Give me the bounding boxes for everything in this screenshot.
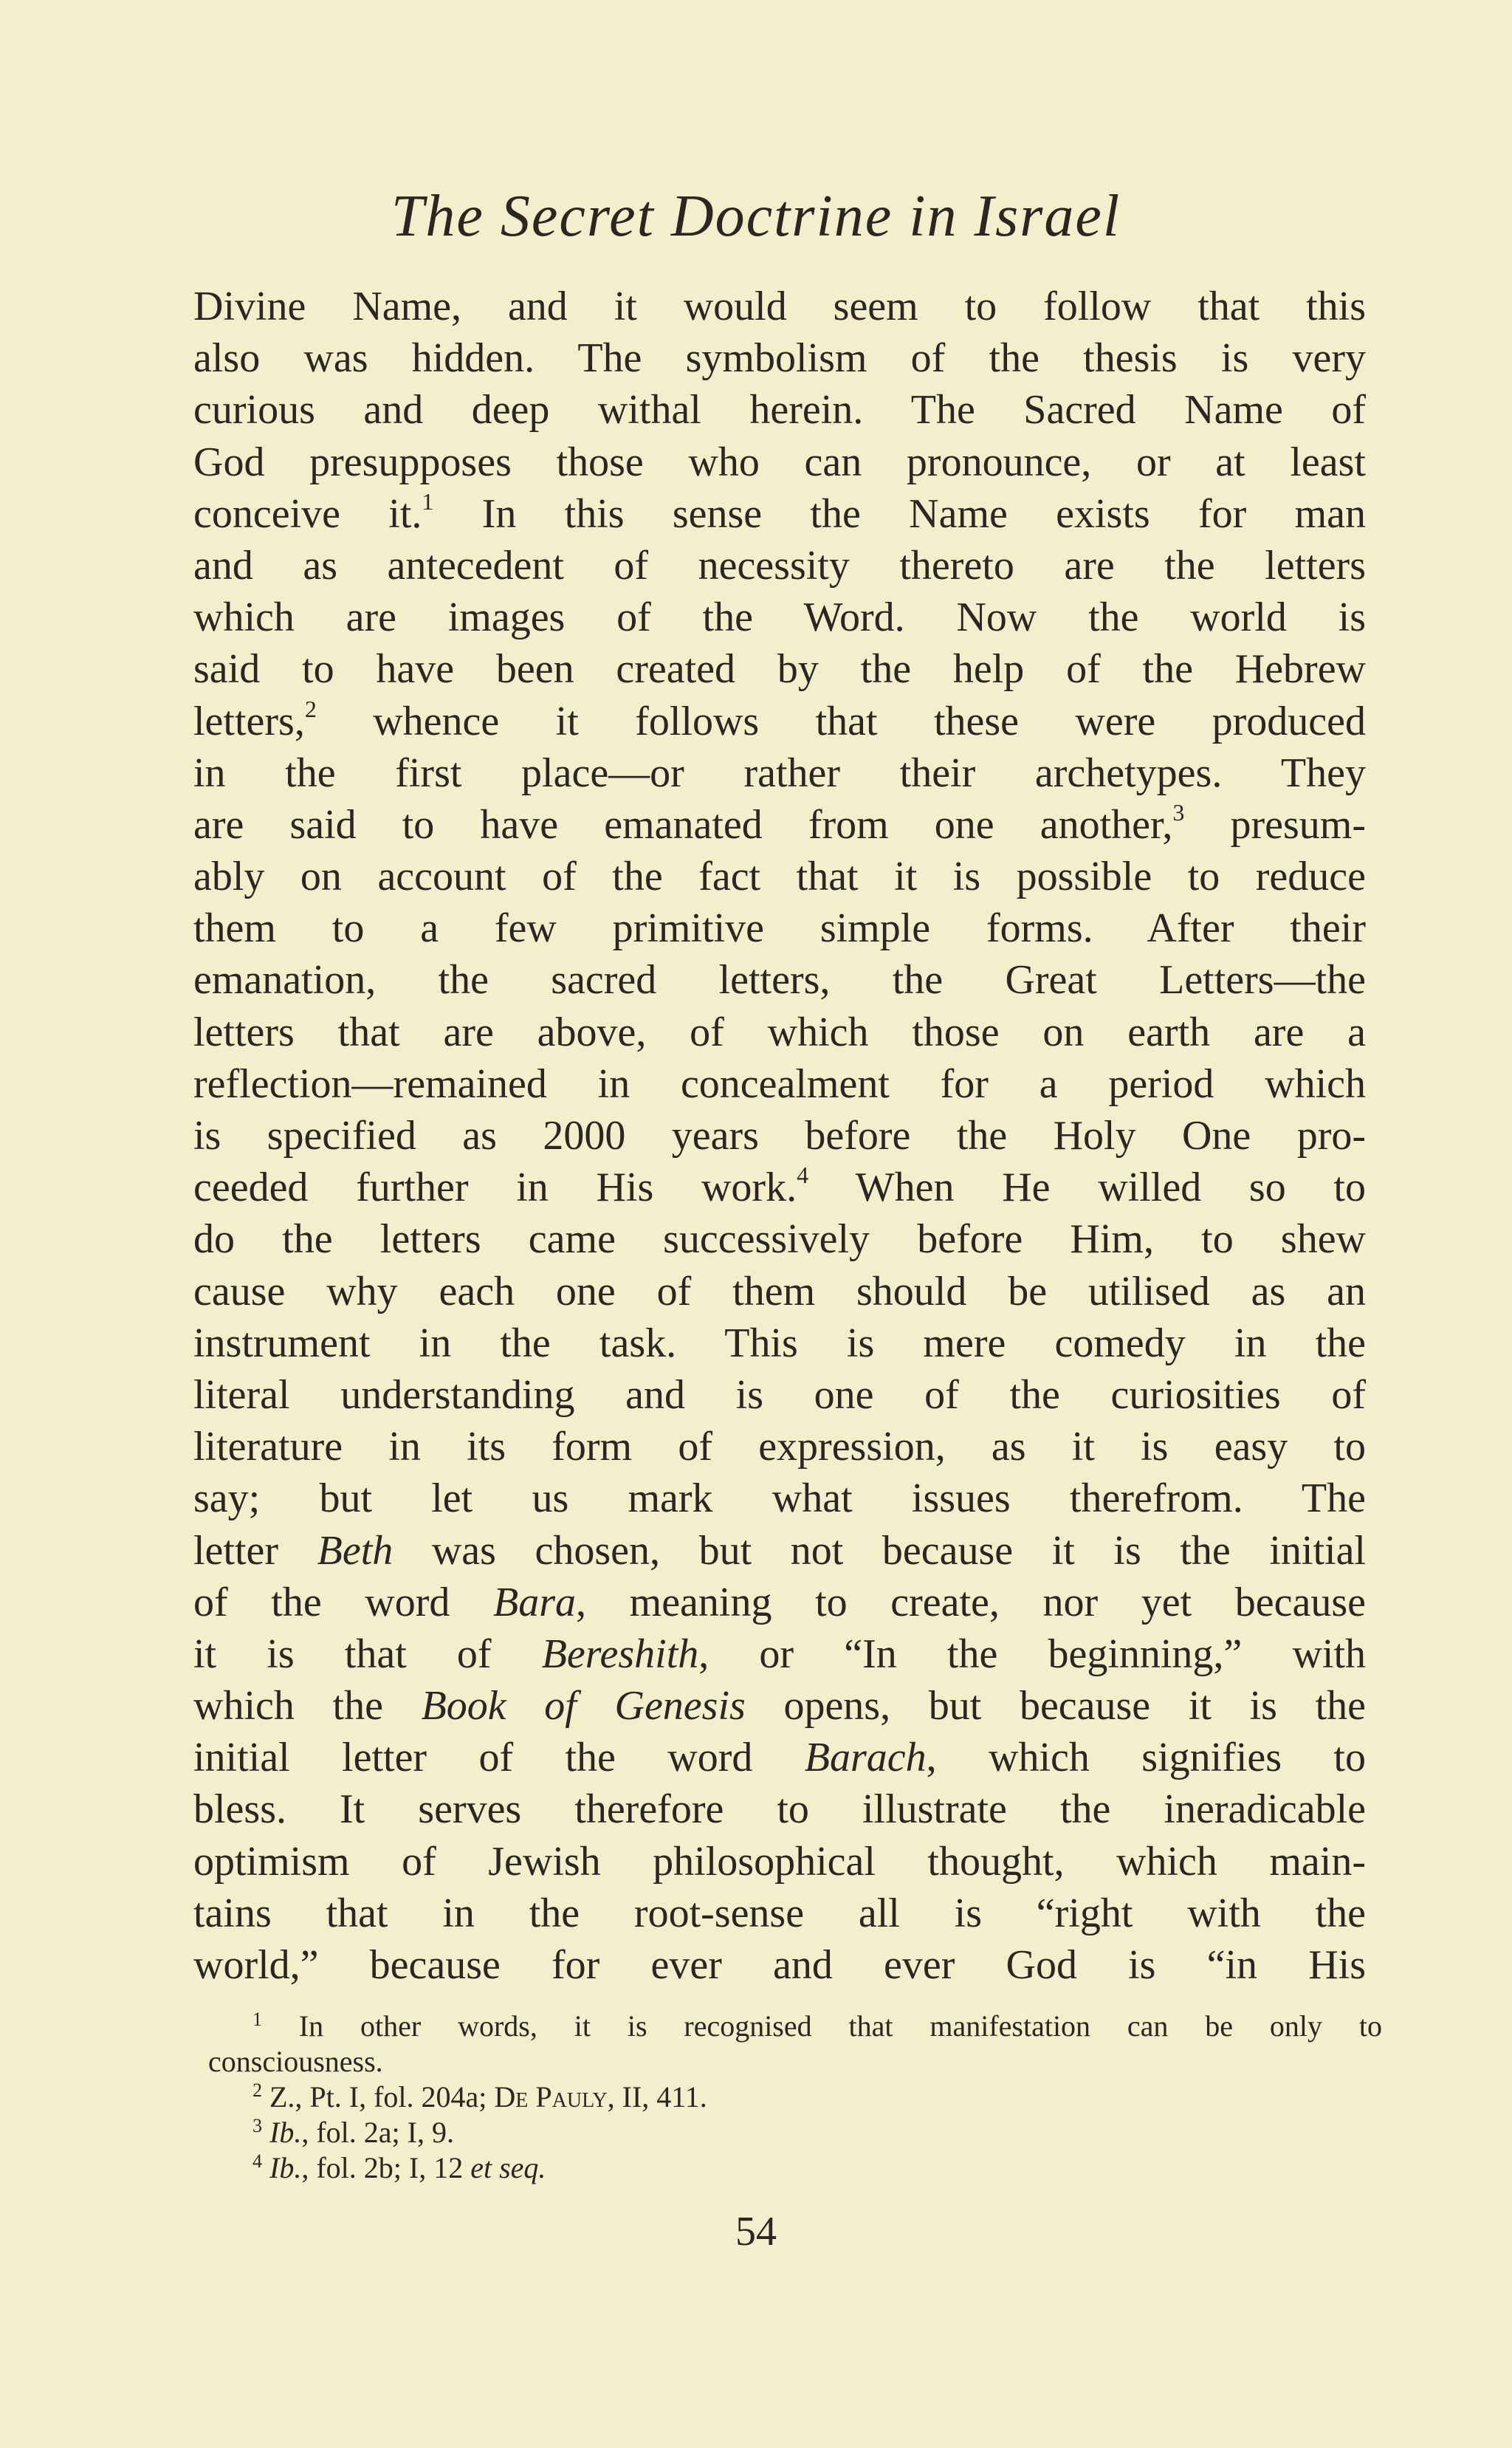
footnote-line bbox=[208, 2080, 1382, 2115]
text-line bbox=[193, 1836, 1366, 1888]
text-line bbox=[193, 1732, 1366, 1783]
text-run: ably on account of the fact that it is possible to reduce bbox=[193, 854, 1366, 900]
text-run: which are images of the Word. Now the world is bbox=[193, 594, 1366, 641]
text-run: them to a few primitive simple forms. After their bbox=[193, 905, 1366, 952]
text-line bbox=[193, 954, 1366, 1006]
text-run: literature in its form of expression, as it is easy to bbox=[193, 1424, 1366, 1470]
text-run: emanation, the sacred letters, the Great Letters—the bbox=[193, 957, 1366, 1004]
italic-text: Bara bbox=[493, 1579, 577, 1625]
text-run: are said to have emanated from one another, bbox=[193, 801, 1173, 848]
text-line bbox=[193, 592, 1366, 643]
text-run: , fol. 2b; I, 12 bbox=[301, 2151, 471, 2184]
text-line bbox=[193, 1369, 1366, 1421]
text-line bbox=[193, 332, 1366, 384]
text-line bbox=[193, 1783, 1366, 1835]
text-line bbox=[193, 799, 1366, 851]
footnote-line bbox=[208, 2009, 1382, 2044]
text-line bbox=[193, 488, 1366, 540]
text-run: of the word bbox=[193, 1579, 494, 1625]
footnote-ref: 2 bbox=[304, 695, 317, 722]
text-run: When He willed so to bbox=[808, 1165, 1366, 1211]
body-text bbox=[193, 281, 1366, 1991]
text-line bbox=[193, 1007, 1366, 1058]
text-run: which the bbox=[193, 1683, 422, 1729]
text-run: , II, 411. bbox=[607, 2080, 707, 2113]
text-run: also was hidden. The symbolism of the thesis is very bbox=[193, 335, 1366, 382]
text-run: , meaning to create, nor yet because bbox=[576, 1579, 1367, 1625]
running-title: The Secret Doctrine in Israel bbox=[391, 184, 1121, 249]
text-line bbox=[193, 1266, 1366, 1317]
text-run: literal understanding and is one of the curiosities of bbox=[193, 1371, 1366, 1418]
text-line bbox=[193, 1421, 1366, 1472]
italic-text: Ib. bbox=[269, 2116, 302, 2149]
text-run: God presupposes those who can pronounce, or at least bbox=[193, 439, 1366, 485]
text-run: Divine Name, and it would seem to follow that this bbox=[193, 284, 1366, 329]
footnote-ref: 4 bbox=[797, 1162, 809, 1189]
text-run: do the letters came successively before Him, to shew bbox=[193, 1216, 1366, 1263]
text-run: In other words, it is recognised that manifestation can be only to bbox=[262, 2009, 1382, 2043]
text-run bbox=[262, 2116, 269, 2149]
text-line bbox=[193, 1628, 1366, 1680]
text-line bbox=[193, 747, 1366, 799]
page-number: 54 bbox=[735, 2209, 777, 2255]
text-line bbox=[193, 1680, 1366, 1732]
text-run: say; but let us mark what issues therefrom. The bbox=[193, 1475, 1366, 1522]
footnote-line bbox=[208, 2115, 1382, 2150]
text-line bbox=[193, 902, 1366, 954]
text-run: initial letter of the word bbox=[193, 1735, 805, 1781]
text-run: , fol. 2a; I, 9. bbox=[301, 2116, 454, 2149]
text-line bbox=[193, 1939, 1366, 1991]
text-line bbox=[193, 540, 1366, 592]
text-run: said to have been created by the help of the Hebrew bbox=[193, 646, 1366, 693]
text-line bbox=[193, 1888, 1366, 1939]
text-run: bless. It serves therefore to illustrate the ineradicable bbox=[193, 1786, 1366, 1833]
text-run: presum- bbox=[1184, 801, 1366, 848]
italic-text: Bereshith bbox=[541, 1631, 699, 1677]
italic-text: Beth bbox=[317, 1527, 394, 1574]
text-run: conceive it. bbox=[193, 490, 422, 537]
footnote-ref: 3 bbox=[1172, 798, 1185, 826]
footnote-ref: 2 bbox=[252, 2080, 262, 2101]
text-run: reflection—remained in concealment for a period which bbox=[193, 1060, 1366, 1107]
italic-text: Barach bbox=[804, 1735, 927, 1781]
text-line bbox=[193, 436, 1366, 488]
footnotes bbox=[208, 2009, 1382, 2186]
footnote-ref: 1 bbox=[252, 2009, 262, 2030]
text-run: world,” because for ever and ever God is “in His bbox=[193, 1942, 1366, 1988]
text-line bbox=[193, 1472, 1366, 1524]
text-run: , which signifies to bbox=[926, 1735, 1366, 1781]
text-run: letters that are above, of which those on earth are a bbox=[193, 1009, 1366, 1055]
text-line bbox=[193, 851, 1366, 902]
text-run: whence it follows that these were produced bbox=[316, 698, 1366, 744]
text-run: letter bbox=[193, 1527, 317, 1574]
text-line bbox=[193, 1317, 1366, 1369]
text-line bbox=[193, 1162, 1366, 1213]
text-run: was chosen, but not because it is the initial bbox=[393, 1527, 1366, 1574]
text-run: and as antecedent of necessity thereto are the letters bbox=[193, 542, 1366, 589]
text-run: optimism of Jewish philosophical thought, which main- bbox=[193, 1838, 1366, 1885]
text-run: In this sense the Name exists for man bbox=[433, 490, 1367, 537]
text-run: instrument in the task. This is mere comedy in the bbox=[193, 1320, 1366, 1366]
text-run: consciousness. bbox=[208, 2045, 383, 2078]
text-run bbox=[262, 2151, 269, 2184]
text-line bbox=[193, 1525, 1366, 1577]
small-caps-text: De Pauly bbox=[494, 2080, 608, 2113]
text-run: letters, bbox=[193, 698, 305, 744]
text-line bbox=[193, 384, 1366, 436]
text-run: Z., Pt. I, fol. 204a; bbox=[262, 2080, 495, 2113]
footnote-line bbox=[208, 2044, 1382, 2080]
italic-text: Book of Genesis bbox=[421, 1683, 746, 1729]
text-line bbox=[193, 643, 1366, 695]
text-line bbox=[193, 1577, 1366, 1628]
text-run: ceeded further in His work. bbox=[193, 1165, 797, 1211]
text-run: , or “In the beginning,” with bbox=[698, 1631, 1366, 1677]
text-line bbox=[193, 1213, 1366, 1265]
italic-text: Ib. bbox=[269, 2151, 302, 2184]
footnote-line bbox=[208, 2150, 1382, 2186]
italic-text: et seq. bbox=[470, 2151, 546, 2184]
text-run: in the first place—or rather their archetypes. They bbox=[193, 750, 1366, 796]
text-run: opens, but because it is the bbox=[745, 1683, 1366, 1729]
text-run: is specified as 2000 years before the Holy One pro- bbox=[193, 1113, 1366, 1159]
text-line bbox=[193, 1110, 1366, 1162]
text-line bbox=[193, 281, 1366, 332]
text-run: it is that of bbox=[193, 1631, 542, 1677]
text-run: cause why each one of them should be utilised as an bbox=[193, 1268, 1366, 1314]
text-line bbox=[193, 1058, 1366, 1110]
footnote-ref: 3 bbox=[252, 2115, 262, 2136]
text-line bbox=[193, 696, 1366, 747]
text-run: tains that in the root-sense all is “right with the bbox=[193, 1890, 1366, 1936]
footnote-ref: 1 bbox=[422, 487, 434, 515]
text-run: curious and deep withal herein. The Sacred Name of bbox=[193, 387, 1366, 433]
footnote-ref: 4 bbox=[252, 2150, 262, 2172]
